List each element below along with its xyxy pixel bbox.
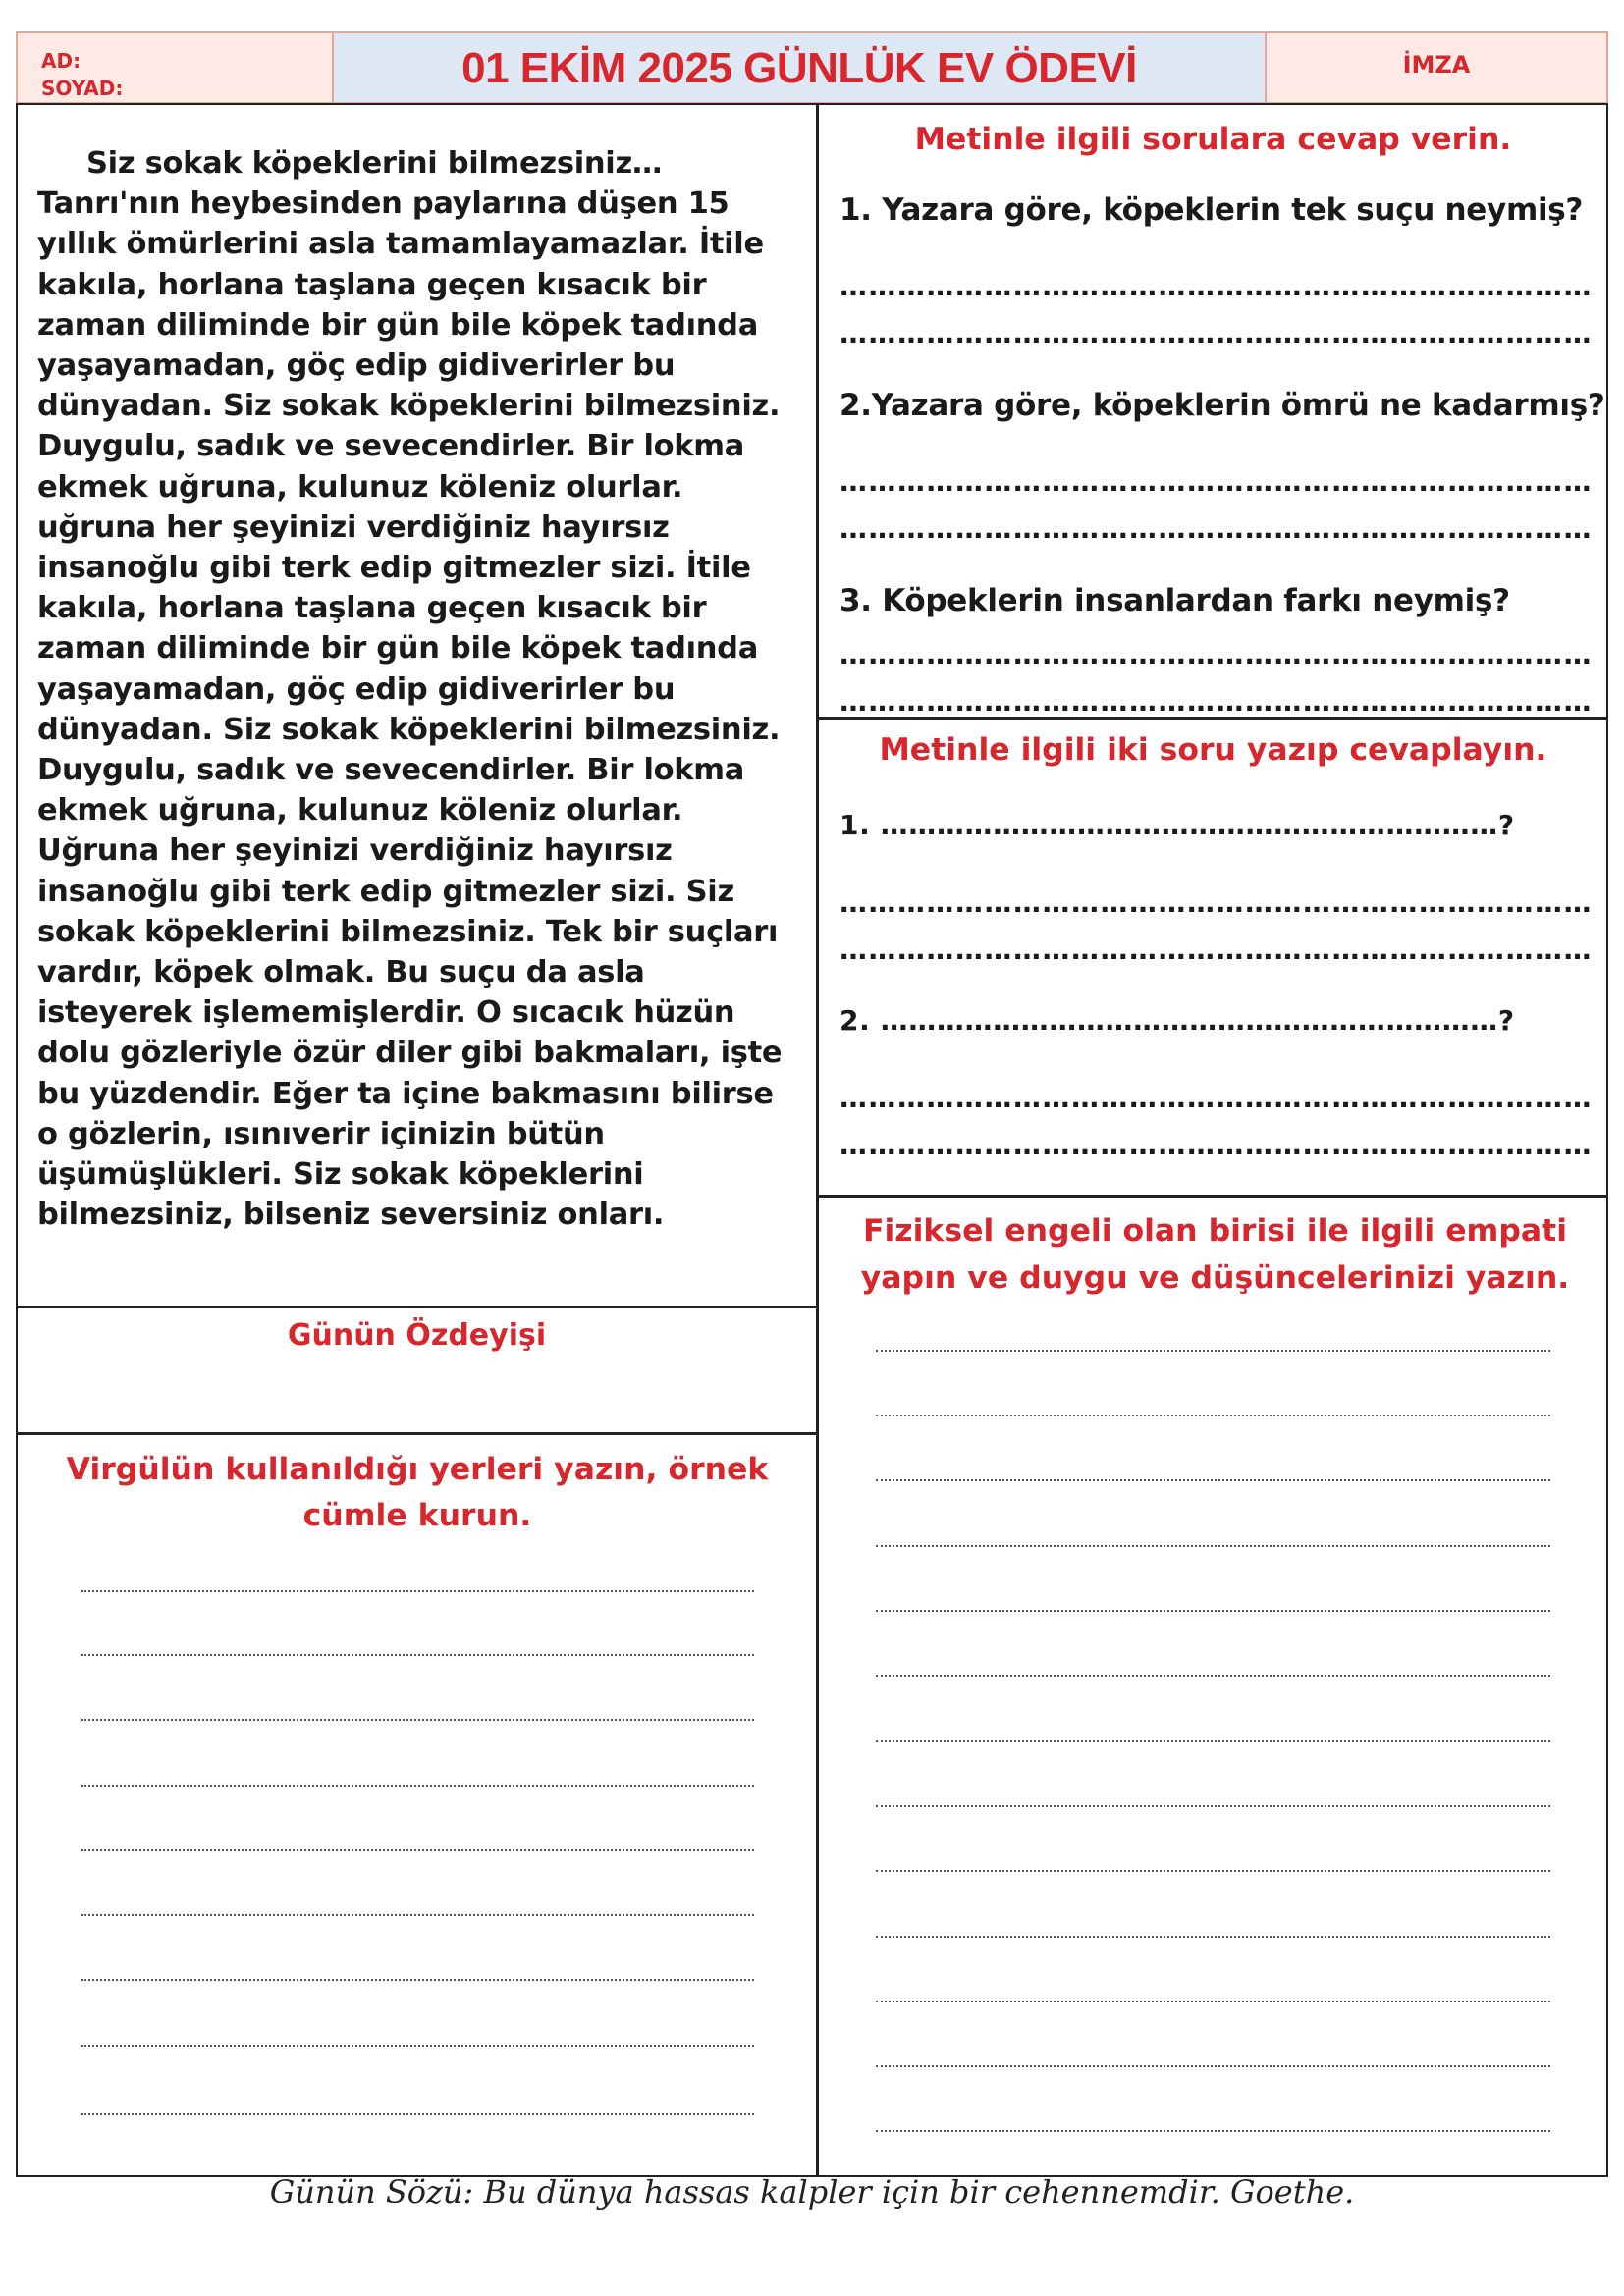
answer-line[interactable] — [81, 1654, 754, 1656]
question-3: 3. Köpeklerin insanlardan farkı neymiş? — [839, 583, 1510, 618]
column-divider — [816, 103, 819, 2177]
answer-dots[interactable]: …………………………………………………………………… — [839, 638, 1593, 670]
divider-left-1 — [16, 1306, 818, 1308]
passage-text: Siz sokak köpeklerini bilmezsiniz… Tanrı'nın heybesinden paylarına düşen 15 yıllık ömürlerini asla tamamlayamazlar. İtile kakıla, horlana taşlana geçen kısacık bir zaman diliminde bir gün bile köpek tadında yaşayamadan, göç edip gidiverirler bu dünyadan. Siz sokak köpeklerini bilmezsiniz. Duygulu, sadık ve sevecendirler. Bir lokma ekmek uğruna, kulunuz köleniz olurlar. uğruna her şeyinizi verdiğiniz hayırsız insanoğlu gibi terk edip gitmezler sizi. İtile kakıla, horlana taşlana geçen kısacık bir zaman diliminde bir gün bile köpek tadında yaşayamadan, göç edip gidiverirler bu dünyadan. Siz sokak köpeklerini bilmezsiniz. Duygulu, sadık ve sevecendirler. Bir lokma ekmek uğruna, kulunuz köleniz olurlar. Uğruna her şeyinizi verdiğiniz hayırsız insanoğlu gibi terk edip gitmezler sizi. Siz sokak köpeklerini bilmezsiniz. Tek bir suçları vardır, köpek olmak. Bu suçu da asla isteyerek işlememişlerdir. O sıcacık hüzün dolu gözleriyle özür diler gibi bakmaları, işte bu yüzdendir. Eğer ta içine bakmasını bilirse o gözlerin, ısınıverir içinizin bütün üşümüşlükleri. Siz sokak köpeklerini bilmezsiniz, bilseniz seversiniz onları. — [37, 146, 783, 1233]
answer-line[interactable] — [876, 2001, 1550, 2002]
answer-dots[interactable]: …………………………………………………………………… — [839, 465, 1593, 498]
answer-line[interactable] — [81, 1785, 754, 1787]
answer-line[interactable] — [876, 1870, 1550, 1872]
empathy-heading: Fiziksel engeli olan birisi ile ilgili empati yapın ve duygu ve düşüncelerinizi yazın. — [860, 1213, 1570, 1296]
answer-line[interactable] — [876, 1350, 1550, 1352]
answer-dots[interactable]: …………………………………………………………………… — [839, 1082, 1593, 1114]
saying-of-day: Günün Sözü: Bu dünya hassas kalpler için bir cehennemdir. Goethe. — [269, 2173, 1355, 2211]
own-question-2[interactable]: 2. …………………………………………………………? — [839, 1004, 1515, 1037]
answer-dots[interactable]: …………………………………………………………………… — [839, 512, 1593, 545]
comma-task-heading: Virgülün kullanıldığı yerleri yazın, örnek cümle kurun. — [66, 1452, 769, 1533]
question-1: 1. Yazara göre, köpeklerin tek suçu neymiş? — [839, 192, 1584, 228]
answer-line[interactable] — [876, 1610, 1550, 1612]
answer-dots[interactable]: …………………………………………………………………… — [839, 270, 1593, 302]
surname-label: SOYAD: — [41, 77, 124, 100]
answer-dots[interactable]: …………………………………………………………………… — [839, 934, 1593, 966]
divider-left-2 — [16, 1432, 818, 1435]
quote-of-day-heading: Günün Özdeyişi — [287, 1318, 547, 1353]
answer-line[interactable] — [876, 1936, 1550, 1938]
answer-line[interactable] — [81, 1849, 754, 1851]
name-label: AD: — [41, 49, 81, 73]
answer-dots[interactable]: …………………………………………………………………… — [839, 317, 1593, 349]
answer-line[interactable] — [81, 1914, 754, 1916]
questions-heading: Metinle ilgili sorulara cevap verin. — [914, 122, 1512, 157]
answer-line[interactable] — [876, 2130, 1550, 2132]
answer-line[interactable] — [81, 1719, 754, 1721]
answer-line[interactable] — [81, 1590, 754, 1592]
answer-line[interactable] — [81, 2045, 754, 2047]
answer-dots[interactable]: …………………………………………………………………… — [839, 1129, 1593, 1161]
answer-line[interactable] — [876, 1675, 1550, 1677]
answer-line[interactable] — [876, 1415, 1550, 1416]
answer-line[interactable] — [876, 1805, 1550, 1807]
signature-field[interactable] — [1265, 31, 1608, 104]
answer-dots[interactable]: …………………………………………………………………… — [839, 886, 1593, 919]
write-questions-heading: Metinle ilgili iki soru yazıp cevaplayın. — [879, 732, 1547, 768]
answer-dots[interactable]: …………………………………………………………………… — [839, 685, 1593, 718]
answer-line[interactable] — [876, 1545, 1550, 1547]
divider-right-2 — [816, 1195, 1608, 1198]
page-title: 01 EKİM 2025 GÜNLÜK EV ÖDEVİ — [332, 31, 1267, 104]
reading-passage — [37, 143, 803, 1235]
own-question-1[interactable]: 1. …………………………………………………………? — [839, 809, 1515, 841]
signature-label: İMZA — [1402, 51, 1471, 79]
answer-line[interactable] — [81, 2113, 754, 2115]
answer-line[interactable] — [81, 1979, 754, 1981]
answer-line[interactable] — [876, 1479, 1550, 1481]
name-field[interactable] — [16, 31, 334, 104]
question-2: 2.Yazara göre, köpeklerin ömrü ne kadarmış? — [839, 388, 1605, 423]
answer-line[interactable] — [876, 1740, 1550, 1742]
answer-line[interactable] — [876, 2065, 1550, 2067]
